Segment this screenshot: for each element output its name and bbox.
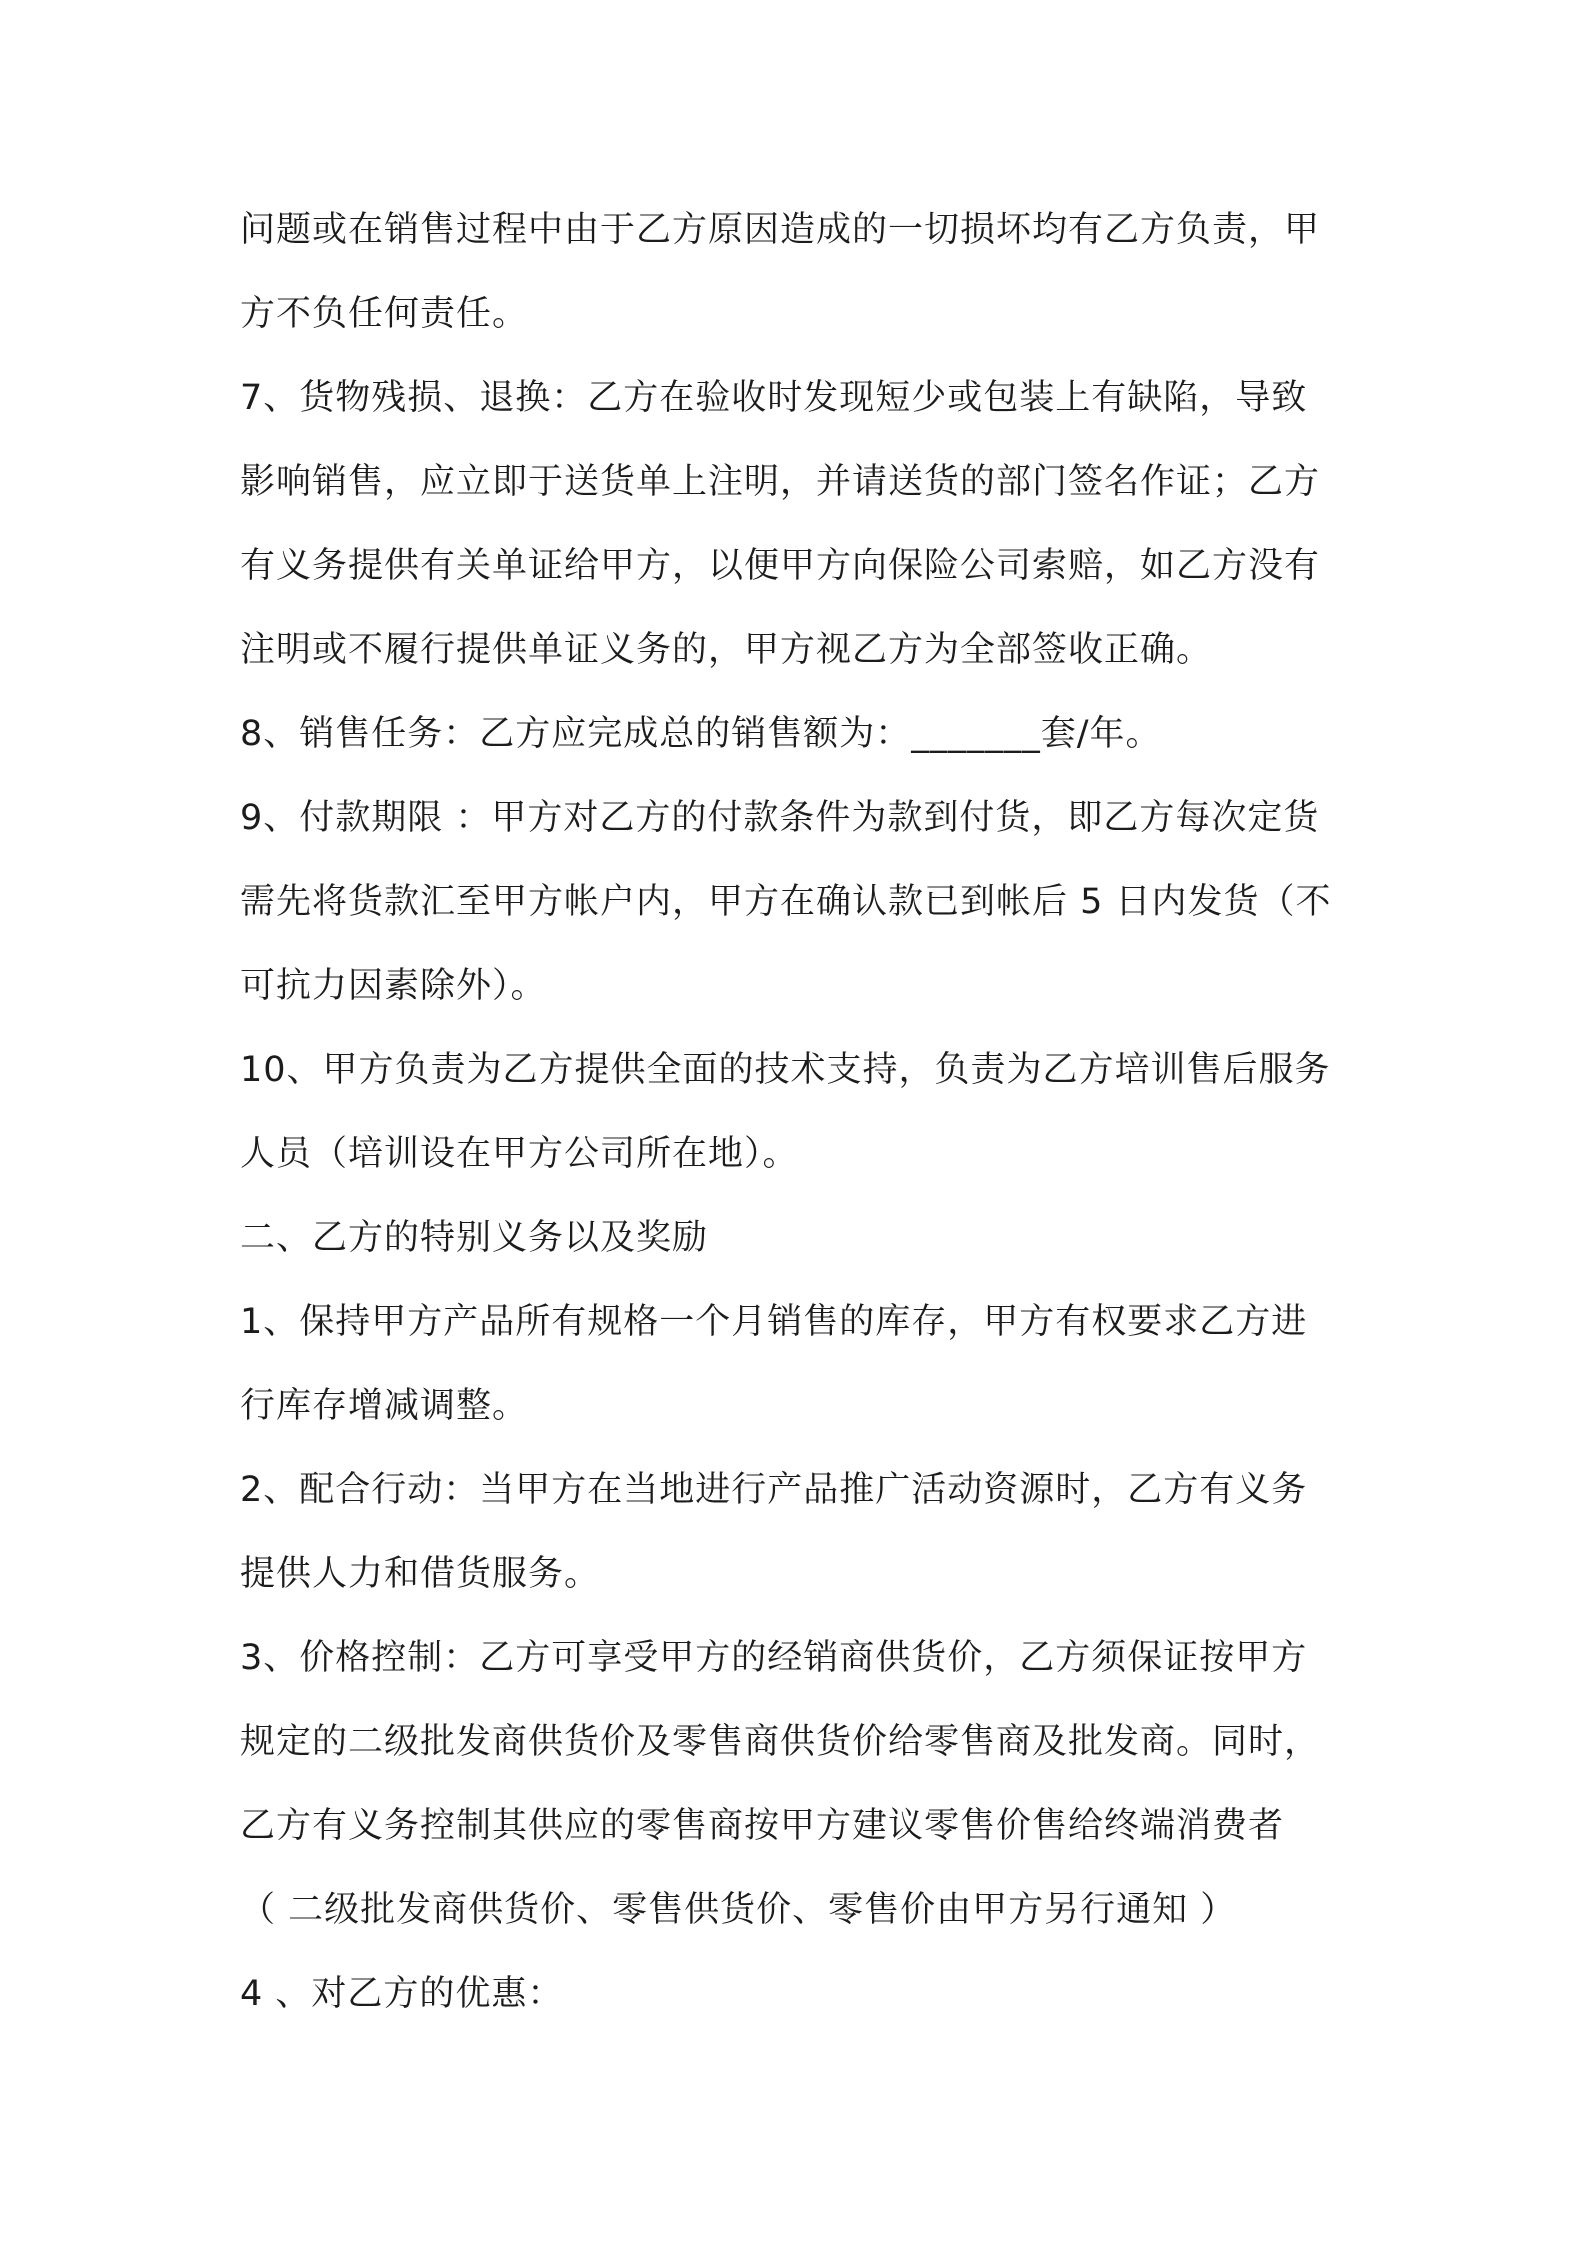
item-1-line-2: 行库存增减调整。 (240, 1386, 529, 1426)
clause-9-line-3: 可抗力因素除外）。 (240, 966, 547, 1006)
item-1-line-1: 1、保持甲方产品所有规格一个月销售的库存，甲方有权要求乙方进 (240, 1302, 1308, 1342)
item-2-line-1: 2、配合行动：当甲方在当地进行产品推广活动资源时，乙方有义务 (240, 1470, 1308, 1510)
text-line-2: 方不负任何责任。 (240, 294, 529, 334)
clause-7-line-1: 7、货物残损、退换：乙方在验收时发现短少或包装上有缺陷，导致 (240, 378, 1308, 418)
clause-7-line-4: 注明或不履行提供单证义务的，甲方视乙方为全部签收正确。 (240, 630, 1213, 670)
clause-9-line-2: 需先将货款汇至甲方帐户内，甲方在确认款已到帐后 5 日内发货（不 (240, 882, 1332, 922)
item-3-line-4: （ 二级批发商供货价、零售供货价、零售价由甲方另行通知 ） (240, 1890, 1237, 1930)
item-2-line-2: 提供人力和借货服务。 (240, 1554, 601, 1594)
clause-10-line-2: 人员（培训设在甲方公司所在地）。 (240, 1134, 799, 1174)
section-heading-2: 二、乙方的特别义务以及奖励 (240, 1218, 709, 1258)
clause-10-line-1: 10、甲方负责为乙方提供全面的技术支持，负责为乙方培训售后服务 (240, 1050, 1331, 1090)
contract-text-body (240, 202, 1360, 2050)
item-3-line-1: 3、价格控制：乙方可享受甲方的经销商供货价，乙方须保证按甲方 (240, 1638, 1308, 1678)
item-3-line-3: 乙方有义务控制其供应的零售商按甲方建议零售价售给终端消费者 (240, 1806, 1285, 1846)
clause-9-line-1: 9、付款期限 ：甲方对乙方的付款条件为款到付货，即乙方每次定货 (240, 798, 1320, 838)
clause-8-line-1: 8、销售任务：乙方应完成总的销售额为：_______套/年。 (240, 714, 1162, 754)
text-line-1: 问题或在销售过程中由于乙方原因造成的一切损坏均有乙方负责，甲 (240, 210, 1321, 250)
clause-7-line-2: 影响销售，应立即于送货单上注明，并请送货的部门签名作证；乙方 (240, 462, 1321, 502)
item-3-line-2: 规定的二级批发商供货价及零售商供货价给零售商及批发商。同时， (240, 1722, 1321, 1762)
item-4-line-1: 4 、对乙方的优惠： (240, 1974, 564, 2014)
clause-7-line-3: 有义务提供有关单证给甲方，以便甲方向保险公司索赔，如乙方没有 (240, 546, 1321, 586)
